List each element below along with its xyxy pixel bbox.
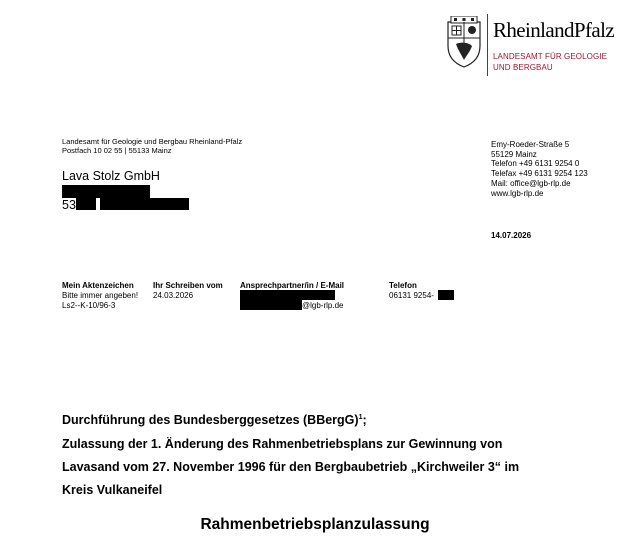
redacted-city — [100, 198, 189, 210]
brand-wordmark: RheinlandPfalz — [493, 18, 615, 42]
address-fax: Telefax +49 6131 9254 123 — [491, 169, 588, 178]
redacted-zip — [76, 198, 96, 210]
coat-of-arms-icon — [444, 16, 484, 68]
reference-header-file: Mein Aktenzeichen — [62, 281, 134, 290]
recipient-name: Lava Stolz GmbH — [62, 169, 160, 183]
address-street: Emy-Roeder-Straße 5 — [491, 140, 570, 149]
address-phone: Telefon +49 6131 9254 0 — [491, 159, 580, 168]
office-name-line2: UND BERGBAU — [493, 63, 553, 72]
address-city: 55129 Mainz — [491, 150, 537, 159]
office-name-line1: LANDESAMT FÜR GEOLOGIE — [493, 52, 608, 61]
subject-line-2: Zulassung der 1. Änderung des Rahmenbetriebsplans zur Gewinnung von — [62, 437, 503, 451]
letter-date: 14.07.2026 — [491, 231, 532, 240]
reference-phone: 06131 9254- — [389, 291, 434, 300]
subject-line-1: Durchführung des Bundesberggesetzes (BBergG)$^1$; — [62, 413, 367, 427]
subject-line-3: Lavasand vom 27. November 1996 für den Bergbaubetrieb „Kirchweiler 3“ im — [62, 460, 520, 474]
logo-divider — [487, 14, 488, 76]
reference-header-contact: Ansprechpartner/in / E-Mail — [240, 281, 345, 290]
redacted-contact-mail — [240, 300, 302, 310]
address-web: www.lgb-rlp.de — [491, 189, 544, 198]
reference-contact-mail-domain: @lgb-rlp.de — [302, 301, 344, 310]
reference-letter-date: 24.03.2026 — [153, 291, 194, 300]
redacted-street — [62, 185, 150, 198]
redacted-contact-name — [240, 290, 335, 300]
document-heading: Rahmenbetriebsplanzulassung — [200, 516, 430, 533]
reference-header-letter: Ihr Schreiben vom — [153, 281, 223, 290]
reference-file-number: Ls2--K-10/96-3 — [62, 301, 116, 310]
sender-line-1: Landesamt für Geologie und Bergbau Rheinland-Pfalz — [62, 137, 243, 146]
reference-file-note: Bitte immer angeben! — [62, 291, 139, 300]
address-mail: Mail: office@lgb-rlp.de — [491, 179, 571, 188]
sender-line-2: Postfach 10 02 55 | 55133 Mainz — [62, 146, 172, 155]
reference-header-phone: Telefon — [389, 281, 417, 290]
recipient-zip-prefix: 53 — [62, 198, 76, 212]
redacted-phone-extension — [438, 290, 454, 300]
subject-line-4: Kreis Vulkaneifel — [62, 483, 163, 497]
header-logo — [444, 12, 624, 78]
